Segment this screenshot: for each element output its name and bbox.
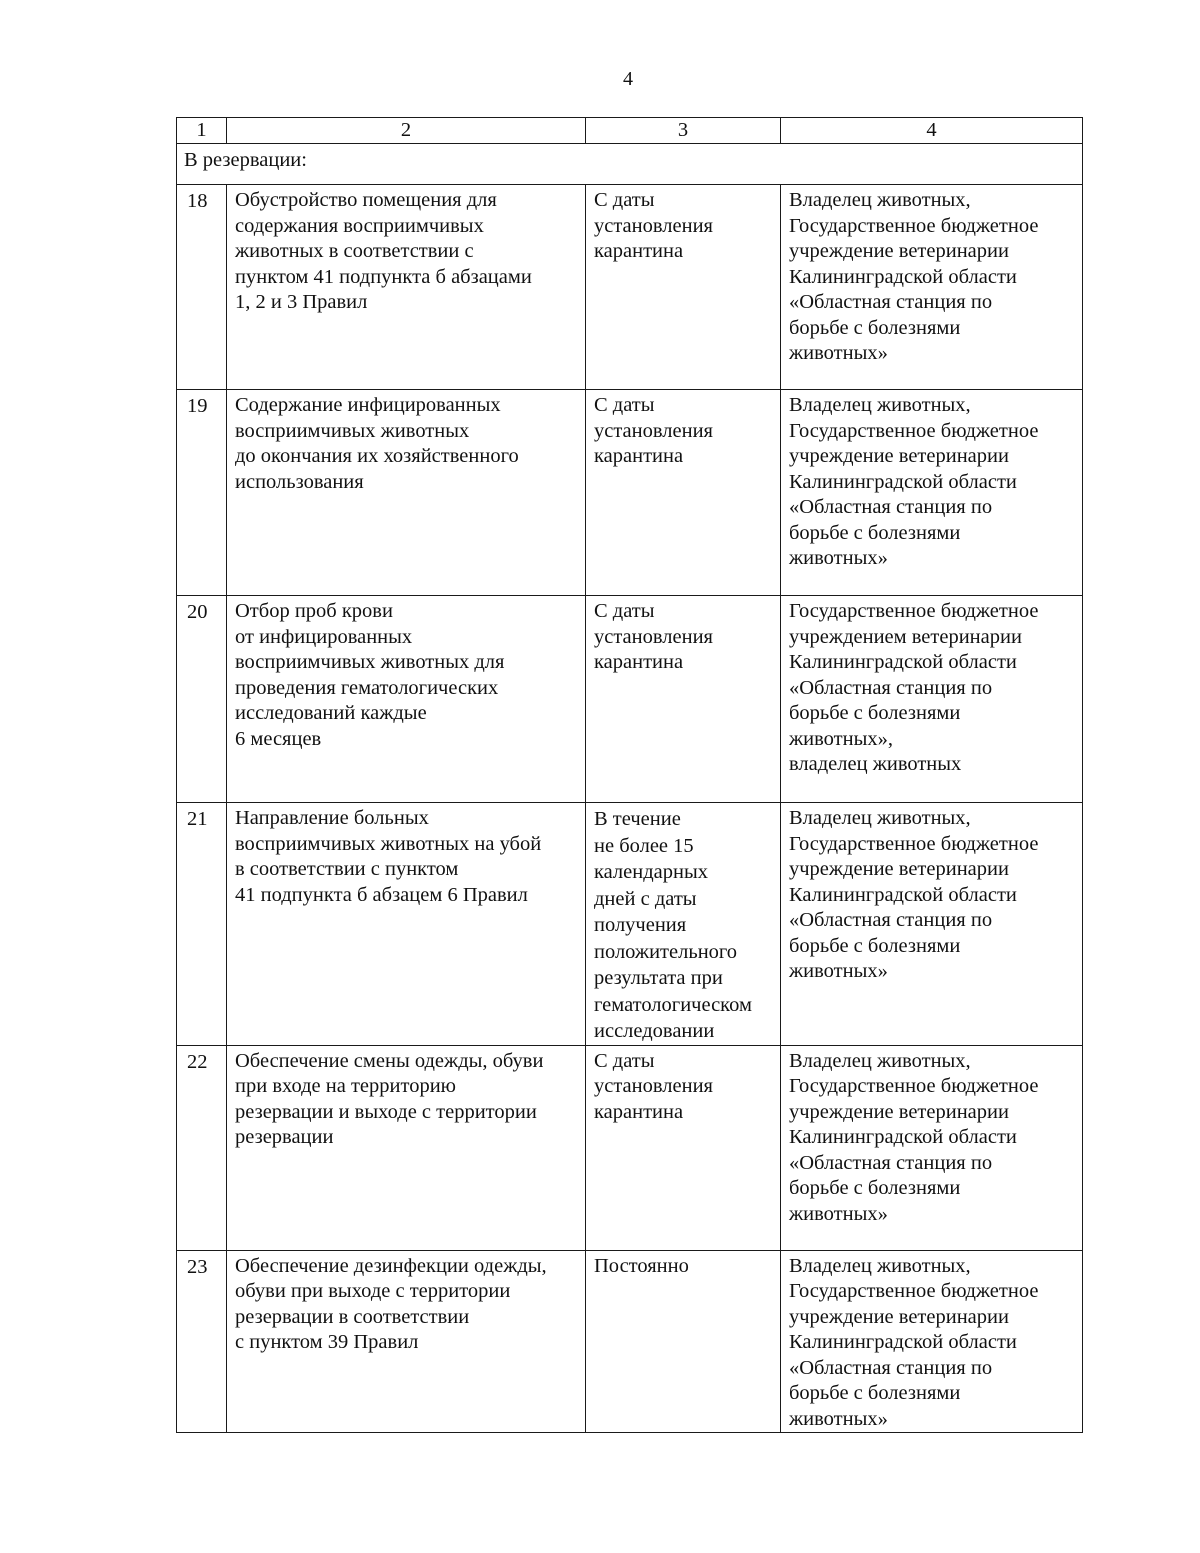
responsible-cell: Государственное бюджетное учреждением ветеринарии Калининградской области «Областная станция по борьбе с болезнями животных», владелец животных	[781, 596, 1083, 803]
responsible-cell: Владелец животных, Государственное бюджетное учреждение ветеринарии Калининградской области «Областная станция по борьбе с болезнями животных»	[781, 185, 1083, 390]
measure-cell: Направление больных восприимчивых животных на убой в соответствии с пунктом 41 подпункта б абзацем 6 Правил	[227, 803, 586, 1046]
responsible-cell: Владелец животных, Государственное бюджетное учреждение ветеринарии Калининградской области «Областная станция по борьбе с болезнями животных»	[781, 390, 1083, 596]
column-header-3: 3	[586, 118, 781, 144]
measure-cell: Обустройство помещения для содержания восприимчивых животных в соответствии с пунктом 41 подпункта б абзацами 1, 2 и 3 Правил	[227, 185, 586, 390]
column-header-4: 4	[781, 118, 1083, 144]
term-cell: С даты установления карантина	[586, 185, 781, 390]
table-row	[177, 596, 1083, 803]
row-number: 20	[177, 596, 227, 803]
measure-cell: Содержание инфицированных восприимчивых животных до окончания их хозяйственного использования	[227, 390, 586, 596]
measure-cell: Обеспечение дезинфекции одежды, обуви при выходе с территории резервации в соответствии с пунктом 39 Правил	[227, 1250, 586, 1433]
table-row	[177, 1045, 1083, 1250]
measure-cell: Обеспечение смены одежды, обуви при входе на территорию резервации и выходе с территории резервации	[227, 1045, 586, 1250]
term-cell: С даты установления карантина	[586, 596, 781, 803]
column-header-2: 2	[227, 118, 586, 144]
section-row	[177, 144, 1083, 185]
section-title: В резервации:	[177, 144, 1083, 185]
table-row	[177, 390, 1083, 596]
table-row	[177, 803, 1083, 1046]
term-cell: Постоянно	[586, 1250, 781, 1433]
row-number: 21	[177, 803, 227, 1046]
term-cell: С даты установления карантина	[586, 390, 781, 596]
responsible-cell: Владелец животных, Государственное бюджетное учреждение ветеринарии Калининградской области «Областная станция по борьбе с болезнями животных»	[781, 1250, 1083, 1433]
page-number: 4	[623, 68, 633, 90]
row-number: 18	[177, 185, 227, 390]
responsible-cell: Владелец животных, Государственное бюджетное учреждение ветеринарии Калининградской области «Областная станция по борьбе с болезнями животных»	[781, 1045, 1083, 1250]
row-number: 23	[177, 1250, 227, 1433]
table-row	[177, 185, 1083, 390]
term-cell: В течение не более 15 календарных дней с даты получения положительного результата при гематологическом исследовании	[586, 803, 781, 1046]
table-header-row	[177, 118, 1083, 144]
column-header-1: 1	[177, 118, 227, 144]
term-cell: С даты установления карантина	[586, 1045, 781, 1250]
responsible-cell: Владелец животных, Государственное бюджетное учреждение ветеринарии Калининградской области «Областная станция по борьбе с болезнями животных»	[781, 803, 1083, 1046]
row-number: 19	[177, 390, 227, 596]
table-row	[177, 1250, 1083, 1433]
measures-table	[176, 117, 1083, 1433]
measure-cell: Отбор проб крови от инфицированных восприимчивых животных для проведения гематологических исследований каждые 6 месяцев	[227, 596, 586, 803]
row-number: 22	[177, 1045, 227, 1250]
